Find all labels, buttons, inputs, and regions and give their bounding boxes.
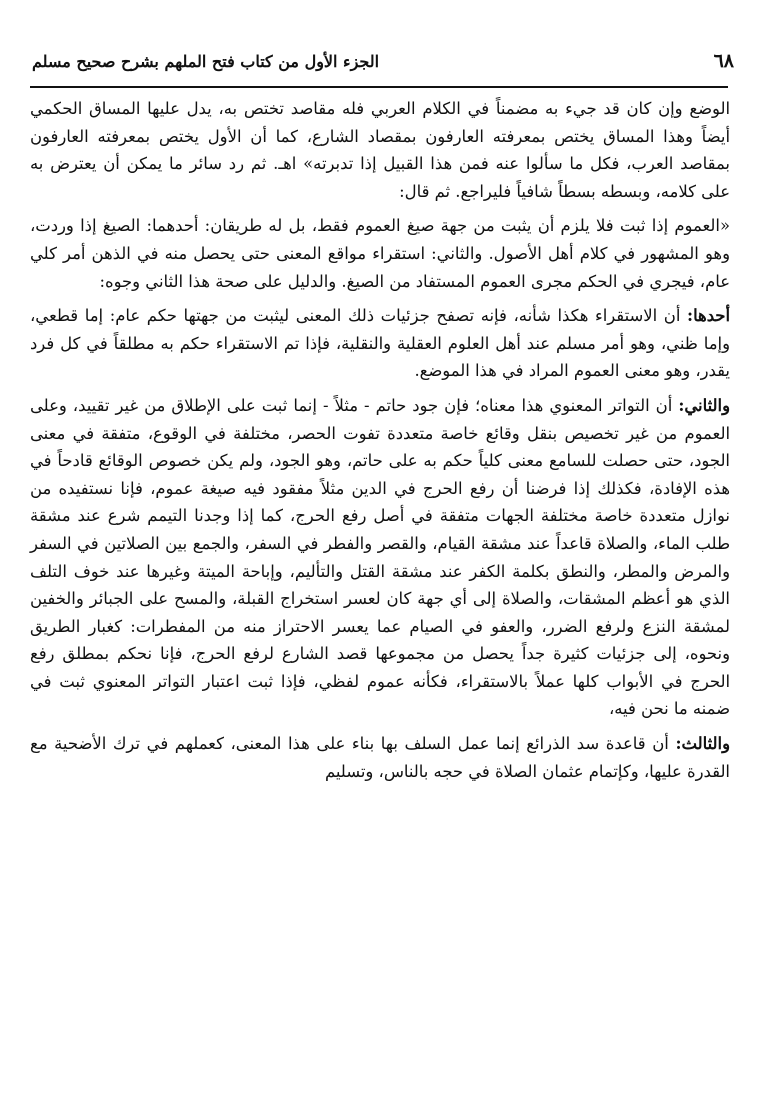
paragraph-lead: أحدها: [687, 306, 730, 326]
running-title: الجزء الأول من كتاب فتح الملهم بشرح صحيح مسلم [32, 52, 380, 71]
paragraph-3 [30, 302, 730, 385]
paragraph-text: «العموم إذا ثبت فلا يلزم أن يثبت من جهة صيغ العموم فقط، بل له طريقان: أحدهما: الصيغ إذا وردت، وهو المشهور في كلام أهل الأصول. والثاني: استقراء مواقع المعنى حتى يحصل منه في الذهن أمر كلي عام، فيجري في الحكم مجرى العموم المستفاد من الصيغ. والدليل على صحة هذا الثاني وجوه: [30, 216, 730, 291]
paragraph-text: أن قاعدة سد الذرائع إنما عمل السلف بها بناء على هذا المعنى، كعملهم في ترك الأضحية مع القدرة عليها، وكإتمام عثمان الصلاة في حجه بالناس، وتسليم [30, 734, 730, 781]
paragraph-lead: والثالث: [675, 734, 730, 754]
paragraph-lead: والثاني: [678, 395, 730, 415]
page-number: ٦٨ [713, 50, 734, 72]
paragraph-text: الوضع وإن كان قد جيء به مضمناً في الكلام العربي فله مقاصد تختص به، يدل عليها المساق الحكمي أيضاً وهذا المساق يختص بمعرفته العارفون بمقصاد الشارع، كما أن الأول يختص بمعرفته العارفون بمقاصد العرب، فكل ما سألوا عنه فمن هذا القبيل إذا تدبرته» اهـ. ثم رد سائر ما يمكن أن يعترض به على كلامه، وبسطه بسطاً شافياً فليراجع. ثم قال: [30, 99, 730, 201]
paragraph-1 [30, 95, 730, 205]
header-rule [30, 86, 728, 88]
paragraph-text: أن التواتر المعنوي هذا معناه؛ فإن جود حاتم - مثلاً - إنما ثبت على الإطلاق من غير تقييد، وعلى العموم من غير تخصيص بنقل وقائع خاصة متعددة تفوت الحصر، مختلفة في الوقوع، متفقة في معنى الجود، حتى حصلت للسامع معنى كلياً حكم به على حاتم، وهو الجود، ولم يكن خصوص الوقائع قادحاً في هذه الإفادة، فكذلك إذا فرضنا أن رفع الحرج في الدين مثلاً مفقود فيه صيغة عموم، فإنا نستفيده من نوازل متعددة خاصة مختلفة الجهات متفقة في أصل رفع الحرج، كما إذا وجدنا التيمم شرع عند مشقة طلب الماء، والصلاة قاعداً عند مشقة القيام، والقصر والفطر في السفر، والجمع بين الصلاتين في السفر والمرض والمطر، والنطق بكلمة الكفر عند مشقة القتل والتأليم، وإباحة الميتة وغيرها عند خوف التلف الذي هو أعظم المشقات، والصلاة إلى أي جهة كان لعسر استخراج القبلة، والمسح على الجبائر والخفين لمشقة النزع ولرفع الضرر، والعفو في الصيام عما يعسر الاحتراز منه من المفطرات: كغبار الطريق ونحوه، إلى جزئيات كثيرة جداً يحصل من مجموعها قصد الشارع لرفع الحرج، فإنا نحكم بمطلق رفع الحرج في الأبواب كلها عملاً بالاستقراء، فكأنه عموم لفظي، فإذا ثبت اعتبار التواتر المعنوي ثبت في ضمنه ما نحن فيه، [30, 395, 730, 719]
page-body [30, 95, 730, 792]
paragraph-5 [30, 730, 730, 785]
paragraph-4 [30, 392, 730, 723]
page-header [30, 46, 734, 80]
paragraph-text: أن الاستقراء هكذا شأنه، فإنه تصفح جزئيات ذلك المعنى ليثبت من جهتها حكم عام: إما قطعي، وإما ظني، وهو أمر مسلم عند أهل العلوم العقلية والنقلية، فإذا تم الاستقراء حكم به مطلقاً في كل فرد يقدر، وهو معنى العموم المراد في هذا الموضع. [30, 306, 730, 381]
paragraph-2 [30, 212, 730, 295]
